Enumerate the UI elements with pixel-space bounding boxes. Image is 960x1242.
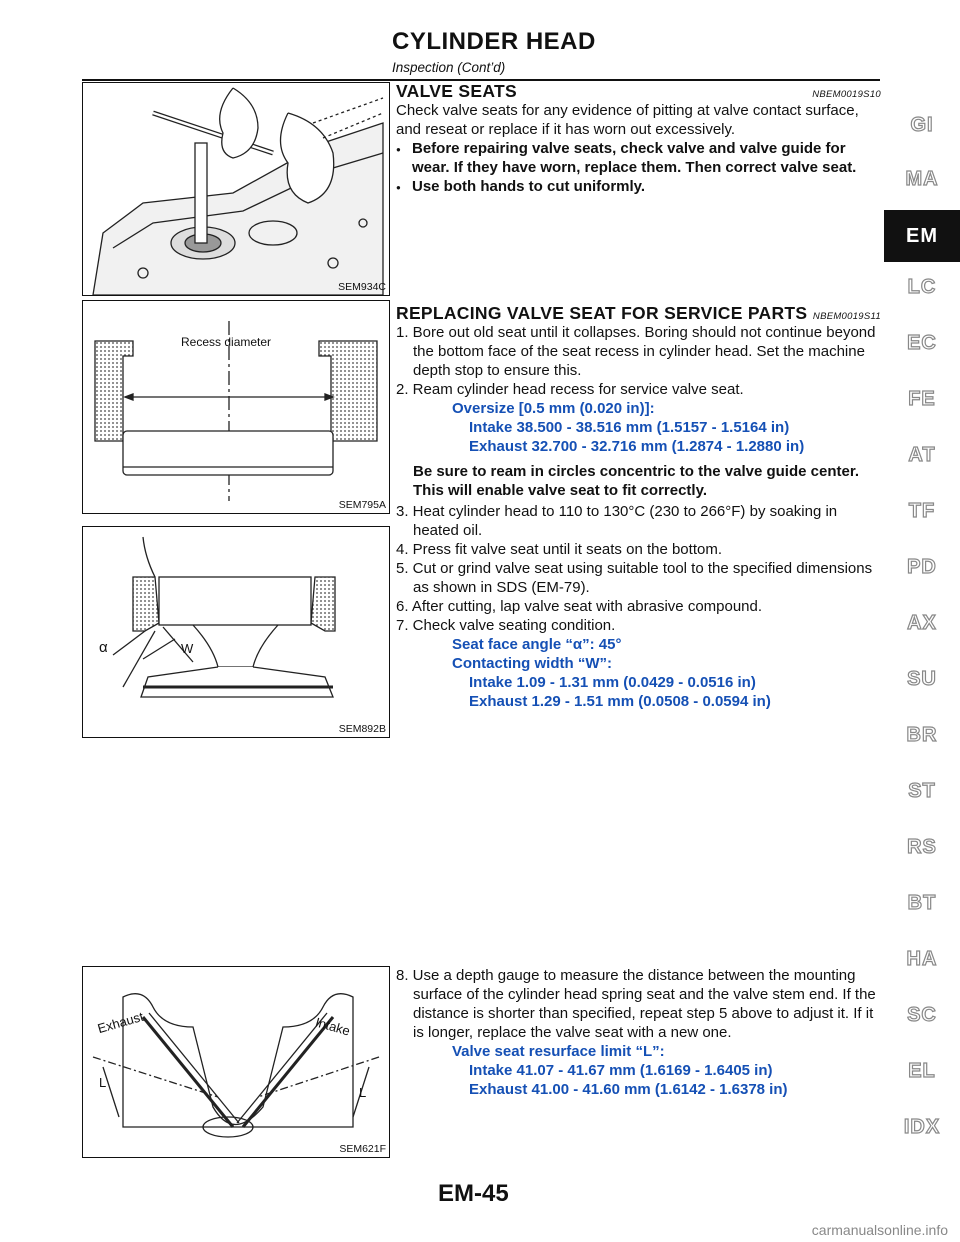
step-5: 5. Cut or grind valve seat using suitable tool to the specified dimensions as shown in SDS (EM-79). — [396, 560, 873, 596]
figure-code: SEM892B — [338, 723, 386, 735]
seat-face-angle: Seat face angle “α”: 45° — [452, 636, 622, 653]
l-label-right: L — [359, 1085, 367, 1100]
l-label-left: L — [99, 1075, 107, 1090]
tab-el[interactable]: EL — [908, 1060, 936, 1082]
step-1: 1. Bore out old seat until it collapses. Boring should not continue beyond the bottom face of the seat recess in cylinder head. Set the machine depth stop to ensure this. — [396, 324, 876, 379]
section-title: CYLINDER HEAD — [392, 28, 596, 55]
figure-code: SEM621F — [339, 1143, 386, 1155]
replacing-heading — [396, 304, 881, 323]
valve-seats-intro: Check valve seats for any evidence of pitting at valve contact surface, and reseat or replace if it has worn out excessively. — [396, 102, 859, 138]
tab-rs[interactable]: RS — [907, 836, 937, 858]
tab-em[interactable]: EM — [884, 210, 960, 262]
valve-seats-heading — [396, 82, 881, 101]
footer-watermark: carmanualsonline.info — [811, 1222, 948, 1238]
contact-exhaust: Exhaust 1.29 - 1.51 mm (0.0508 - 0.0594 in) — [469, 693, 771, 710]
exhaust-label: Exhaust — [95, 1008, 146, 1037]
recess-diameter-illustration — [83, 301, 389, 513]
figure-sem934c — [82, 82, 390, 296]
contact-intake: Intake 1.09 - 1.31 mm (0.0429 - 0.0516 in) — [469, 674, 756, 691]
resurface-label: Valve seat resurface limit “L”: — [452, 1043, 665, 1060]
tab-fe[interactable]: FE — [908, 388, 936, 410]
section-subtitle: Inspection (Cont’d) — [392, 60, 506, 75]
bullet-item: ● Before repairing valve seats, check valve and valve guide for wear. If they have worn, replace them. Then correct valve seat. — [396, 139, 881, 177]
tab-ma[interactable]: MA — [905, 168, 939, 190]
tab-lc[interactable]: LC — [907, 276, 937, 298]
tab-pd[interactable]: PD — [907, 556, 937, 578]
valve-resurface-limit-illustration — [83, 967, 389, 1157]
ream-note: Be sure to ream in circles concentric to the valve guide center. — [413, 463, 860, 480]
step-2: 2. Ream cylinder head recess for service valve seat. — [396, 381, 744, 398]
heading-text: REPLACING VALVE SEAT FOR SERVICE PARTS — [396, 303, 808, 323]
tab-at[interactable]: AT — [908, 444, 936, 466]
step-3: 3. Heat cylinder head to 110 to 130°C (230 to 266°F) by soaking in heated oil. — [396, 503, 838, 539]
seat-angle-width-illustration — [83, 527, 389, 737]
step-8-section — [396, 966, 881, 1099]
bullet-item: ● Use both hands to cut uniformly. — [396, 177, 881, 196]
contact-width-label: Contacting width “W”: — [452, 655, 612, 672]
step-8: 8. Use a depth gauge to measure the distance between the mounting surface of the cylinder head spring seat and the valve stem end. If the distance is shorter than specified, repeat step 5 above to adjust it. If it is longer, replace the valve seat with a new one. — [396, 967, 876, 1041]
figure-sem795a — [82, 300, 390, 514]
oversize-label: Oversize [0.5 mm (0.020 in)]: — [452, 400, 655, 417]
figure-code: SEM795A — [338, 499, 386, 511]
step-7: 7. Check valve seating condition. — [396, 617, 616, 634]
tab-gi[interactable]: GI — [910, 114, 934, 136]
valve-seat-cutting-illustration — [83, 83, 389, 295]
tab-tf[interactable]: TF — [908, 500, 936, 522]
alpha-label: α — [99, 639, 108, 656]
tab-br[interactable]: BR — [906, 724, 938, 746]
figure-code: SEM934C — [338, 281, 386, 293]
tab-ec[interactable]: EC — [907, 332, 937, 354]
tab-su[interactable]: SU — [907, 668, 937, 690]
tab-ax[interactable]: AX — [907, 612, 937, 634]
tab-bt[interactable]: BT — [907, 892, 937, 914]
tab-ha[interactable]: HA — [906, 948, 938, 970]
heading-ref: NBEM0019S11 — [812, 311, 881, 322]
recess-diameter-label: Recess diameter — [181, 335, 272, 349]
page-number: EM-45 — [438, 1180, 509, 1207]
step-6: 6. After cutting, lap valve seat with abrasive compound. — [396, 598, 763, 615]
resurface-exhaust: Exhaust 41.00 - 41.60 mm (1.6142 - 1.6378 in) — [469, 1081, 788, 1098]
heading-text: VALVE SEATS — [396, 81, 517, 101]
ream-note-2: This will enable valve seat to fit correctly. — [413, 482, 707, 499]
valve-seats-section — [396, 82, 881, 196]
w-label: W — [181, 641, 194, 656]
intake-label: Intake — [313, 1014, 352, 1039]
figure-sem621f — [82, 966, 390, 1158]
heading-ref: NBEM0019S10 — [812, 89, 881, 100]
oversize-exhaust: Exhaust 32.700 - 32.716 mm (1.2874 - 1.2880 in) — [469, 438, 805, 455]
replacing-valve-seat-section — [396, 304, 881, 711]
resurface-intake: Intake 41.07 - 41.67 mm (1.6169 - 1.6405 in) — [469, 1062, 773, 1079]
tab-idx[interactable]: IDX — [903, 1116, 941, 1138]
tab-sc[interactable]: SC — [907, 1004, 937, 1026]
tab-st[interactable]: ST — [908, 780, 936, 802]
oversize-intake: Intake 38.500 - 38.516 mm (1.5157 - 1.5164 in) — [469, 419, 790, 436]
step-4: 4. Press fit valve seat until it seats on the bottom. — [396, 541, 722, 558]
figure-sem892b — [82, 526, 390, 738]
